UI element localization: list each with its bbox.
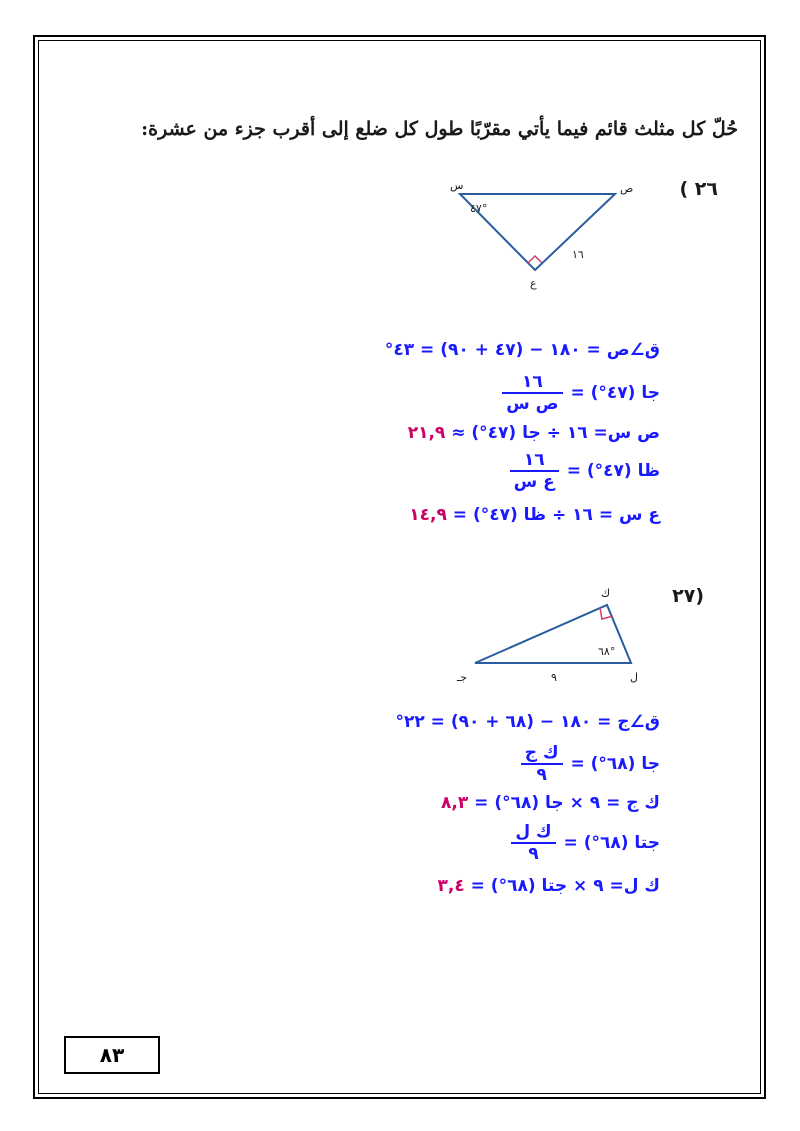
triangle-27-figure: [455, 585, 665, 685]
solution-26-line-5: ع س = ١٦ ÷ ظا (٤٧°) = ١٤,٩: [409, 505, 660, 525]
solution-26-line-4: ظا (٤٧°) = $\frac{١٦}{\text{ع س}}$: [508, 450, 660, 492]
answer-26-hypotenuse: ٢١,٩: [407, 423, 446, 443]
vertex-label-j: جـ: [457, 671, 468, 684]
exercise-instructions: حُلّ كل مثلث قائم فيما يأتي مقرّبًا طول كل ضلع إلى أقرب جزء من عشرة:: [141, 118, 738, 140]
fraction-27-a: $\frac{\text{ك ج}}{٩}$: [521, 743, 563, 785]
triangle-26-figure: [440, 172, 650, 292]
vertex-label-k: ك: [601, 587, 611, 600]
vertex-label-ain: ع: [530, 277, 537, 290]
page-inner-border: [38, 40, 761, 1094]
vertex-label-sad: ص: [620, 182, 634, 195]
angle-label-47: ٤٧°: [470, 202, 488, 215]
fraction-26-a: $\frac{١٦}{\text{ص س}}$: [502, 372, 562, 414]
answer-27-kj: ٨,٣: [441, 793, 469, 813]
fraction-27-b: $\frac{\text{ك ل}}{٩}$: [511, 822, 555, 864]
angle-label-68: ٦٨°: [598, 645, 616, 658]
problem-27-number: (٢٧: [672, 585, 704, 607]
solution-27-line-2: جا (٦٨°) = $\frac{\text{ك ج}}{٩}$: [519, 743, 660, 785]
solution-27-line-4: جتا (٦٨°) = $\frac{\text{ك ل}}{٩}$: [509, 822, 660, 864]
vertex-label-l: ل: [630, 671, 638, 684]
solution-26-line-1: ق∠ص = ١٨٠ − (٤٧ + ٩٠) = ٤٣°: [384, 340, 660, 360]
right-angle-mark-26: [528, 256, 542, 263]
answer-27-kl: ٣,٤: [437, 876, 465, 896]
solution-27-line-3: ك ج = ٩ × جا (٦٨°) = ٨,٣: [441, 793, 660, 813]
fraction-26-b: $\frac{١٦}{\text{ع س}}$: [510, 450, 559, 492]
answer-26-leg: ١٤,٩: [409, 505, 447, 525]
solution-26-line-2: جا (٤٧°) = $\frac{١٦}{\text{ص س}}$: [500, 372, 660, 414]
problem-26-number: ٢٦ ): [679, 178, 718, 200]
side-label-9: ٩: [551, 671, 557, 684]
solution-27-line-1: ق∠ج = ١٨٠ − (٦٨ + ٩٠) = ٢٢°: [395, 712, 660, 732]
vertex-label-s: س: [450, 179, 464, 192]
solution-27-line-5: ك ل= ٩ × جتا (٦٨°) = ٣,٤: [437, 876, 660, 896]
page-number-box: [64, 1036, 160, 1074]
page-number: ٨٣: [99, 1043, 125, 1067]
solution-26-line-3: ص س= ١٦ ÷ جا (٤٧°) ≈ ٢١,٩: [407, 423, 660, 443]
side-label-16: ١٦: [572, 248, 584, 261]
